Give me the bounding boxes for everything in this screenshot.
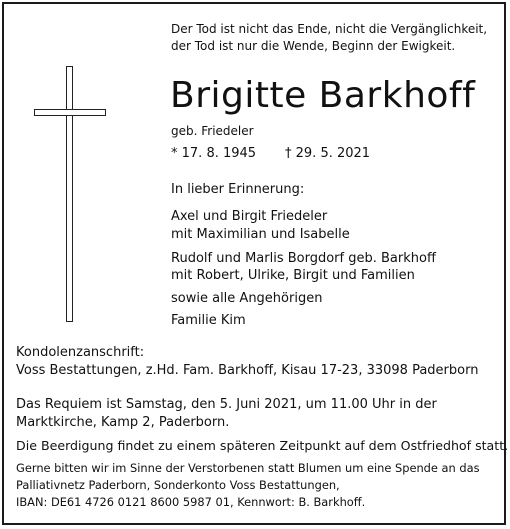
mourner-line: Familie Kim	[171, 313, 246, 328]
mourners-intro: In lieber Erinnerung:	[171, 182, 305, 197]
birth-name: geb. Friedeler	[171, 124, 254, 138]
quote-line-1: Der Tod ist nicht das Ende, nicht die Vergänglichkeit,	[171, 22, 488, 36]
mourner-line: mit Maximilian und Isabelle	[171, 227, 350, 242]
condolence-address: Voss Bestattungen, z.Hd. Fam. Barkhoff, Kisau 17-23, 33098 Paderborn	[16, 363, 479, 378]
burial-notice: Die Beerdigung findet zu einem späteren Zeitpunkt auf dem Ostfriedhof statt.	[16, 438, 509, 453]
quote-line-2: der Tod ist nur die Wende, Beginn der Ewigkeit.	[171, 39, 456, 53]
requiem-line-2: Marktkirche, Kamp 2, Paderborn.	[16, 415, 230, 430]
mourner-line: sowie alle Angehörigen	[171, 291, 323, 306]
mourner-line: Rudolf und Marlis Borgdorf geb. Barkhoff	[171, 251, 436, 266]
condolence-label: Kondolenzanschrift:	[16, 345, 145, 360]
deceased-name: Brigitte Barkhoff	[170, 75, 476, 116]
donation-line-2: Palliativnetz Paderborn, Sonderkonto Voss Bestattungen,	[16, 478, 340, 492]
birth-date: * 17. 8. 1945	[171, 146, 257, 161]
mourner-line: Axel und Birgit Friedeler	[171, 209, 328, 224]
donation-line-1: Gerne bitten wir im Sinne der Verstorbenen statt Blumen um eine Spende an das	[16, 461, 480, 475]
mourner-line: mit Robert, Ulrike, Birgit und Familien	[171, 268, 415, 283]
donation-line-3: IBAN: DE61 4726 0121 8600 5987 01, Kennwort: B. Barkhoff.	[16, 495, 366, 509]
death-date: † 29. 5. 2021	[285, 146, 371, 161]
requiem-line-1: Das Requiem ist Samstag, den 5. Juni 2021, um 11.00 Uhr in der	[16, 397, 437, 412]
